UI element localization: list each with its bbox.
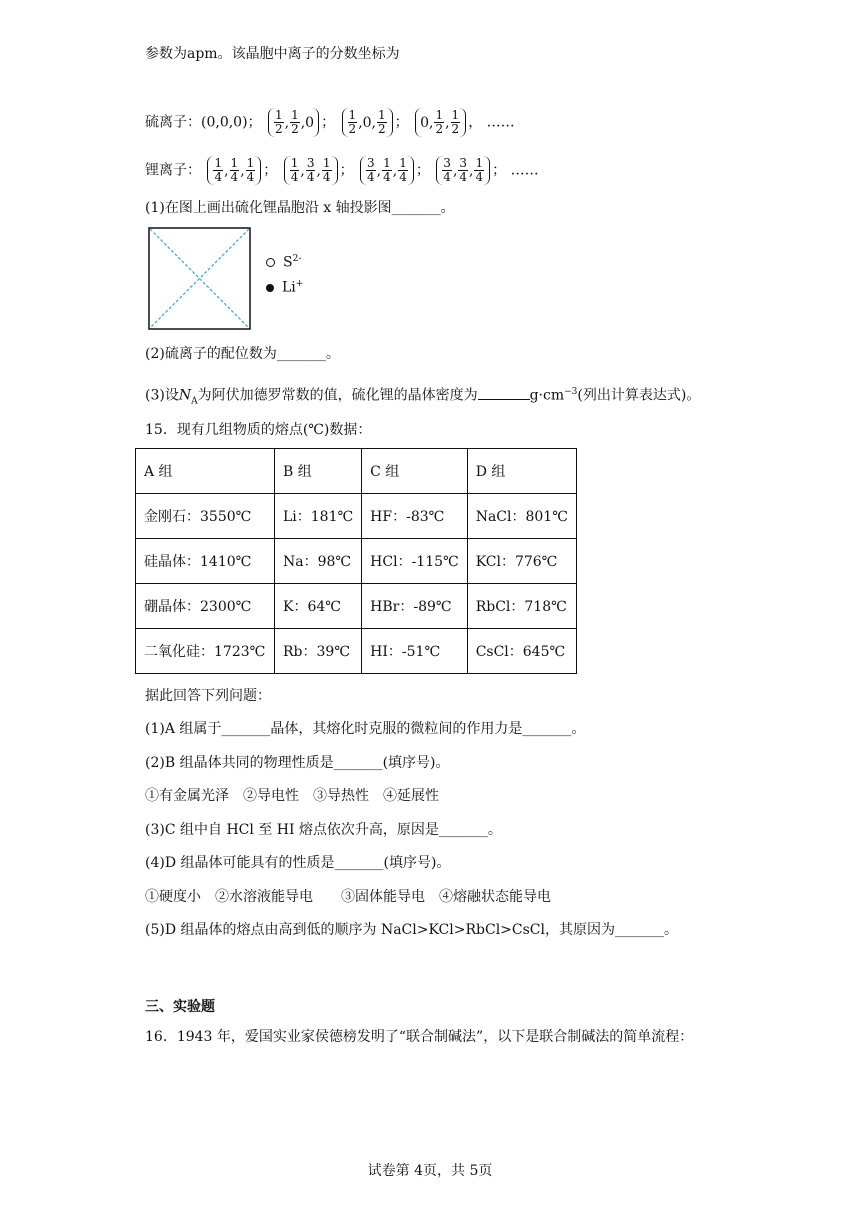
table-header: B 组 (275, 449, 362, 494)
table-cell: RbCl：718℃ (467, 584, 576, 629)
coord-s2: $\frac{1}{2}$ , $\frac{1}{2}$ ,0 (268, 108, 319, 137)
table-cell: Na：98℃ (275, 539, 362, 584)
coord-li2: $\frac{1}{4}$ , $\frac{3}{4}$ , $\frac{1}{4}$ (284, 156, 338, 185)
legend-sulfur: $S^{2-}$ (266, 254, 301, 271)
sulfur-coordinates: 硫离子：(0,0,0)； $\frac{1}{2}$ , $\frac{1}{2}$ ,0； $\frac{1}{2}$ ,0, $\frac{1}{2}$ ； 0, $\frac{1}{2}$ , $\frac{1}{2}$ ， …… (145, 108, 515, 136)
table-cell: 二氧化硅：1723℃ (136, 629, 275, 674)
table-cell: Li：181℃ (275, 494, 362, 539)
table-header: A 组 (136, 449, 275, 494)
table-cell: K：64℃ (275, 584, 362, 629)
table-header: C 组 (362, 449, 468, 494)
table-cell: NaCl：801℃ (467, 494, 576, 539)
table-row (136, 584, 577, 629)
lithium-label: 锂离子： (145, 162, 201, 179)
answer-prompt: 据此回答下列问题： (145, 688, 271, 704)
question-15: 15．现有几组物质的熔点(℃)数据： (145, 422, 372, 438)
table-cell: 金刚石：3550℃ (136, 494, 275, 539)
table-header-row (136, 449, 577, 494)
question-16: 16．1943 年，爱国实业家侯德榜发明了“联合制碱法”，以下是联合制碱法的简单流程： (145, 1029, 694, 1045)
sub-question-2-options: ①有金属光泽 ②导电性 ③导热性 ④延展性 (145, 788, 439, 804)
table-cell: 硼晶体：2300℃ (136, 584, 275, 629)
answer-blank[interactable] (478, 385, 530, 400)
coord-s3: $\frac{1}{2}$ ,0, $\frac{1}{2}$ (342, 108, 393, 137)
question-2: (2)硫离子的配位数为_______。 (145, 346, 340, 362)
table-cell: CsCl：645℃ (467, 629, 576, 674)
sub-question-1: (1)A 组属于_______晶体，其熔化时克服的微粒间的作用力是_______。 (145, 721, 586, 737)
coord-s4: 0, $\frac{1}{2}$ , $\frac{1}{2}$ (415, 108, 466, 137)
coord-li3: $\frac{3}{4}$ , $\frac{1}{4}$ , $\frac{1}{4}$ (360, 156, 414, 185)
sulfur-label: 硫离子：(0,0,0)； (145, 114, 262, 131)
question-3: (3)设$N_A$为阿伏加德罗常数的值，硫化锂的晶体密度为 $g\cdot cm^{-3}$(列出计算表达式)。 (145, 382, 700, 411)
table-cell: 硅晶体：1410℃ (136, 539, 275, 584)
ellipsis: …… (510, 162, 539, 179)
table-header: D 组 (467, 449, 576, 494)
filled-circle-icon (266, 284, 274, 292)
table-cell: HF：-83℃ (362, 494, 468, 539)
intro-line: 参数为apm。该晶胞中离子的分数坐标为 (145, 46, 400, 62)
melting-point-table (135, 448, 577, 674)
sub-question-2: (2)B 组晶体共同的物理性质是_______(填序号)。 (145, 755, 450, 771)
table-cell: Rb：39℃ (275, 629, 362, 674)
table-row (136, 539, 577, 584)
coord-li1: $\frac{1}{4}$ , $\frac{1}{4}$ , $\frac{1}{4}$ (207, 156, 261, 185)
sub-question-4: (4)D 组晶体可能具有的性质是_______(填序号)。 (145, 855, 451, 871)
sub-question-4-options: ①硬度小 ②水溶液能导电 ③固体能导电 ④熔融状态能导电 (145, 889, 551, 905)
sub-question-3: (3)C 组中自 HCl 至 HI 熔点依次升高，原因是_______。 (145, 822, 502, 838)
table-row (136, 494, 577, 539)
table-cell: HI：-51℃ (362, 629, 468, 674)
table-cell: KCl：776℃ (467, 539, 576, 584)
question-1: (1)在图上画出硫化锂晶胞沿 x 轴投影图_______。 (145, 200, 455, 216)
legend-lithium: Li+ (266, 279, 303, 296)
open-circle-icon (266, 258, 275, 267)
sub-question-5: (5)D 组晶体的熔点由高到低的顺序为 NaCl>KCl>RbCl>CsCl，其原因为_______。 (145, 922, 678, 938)
coord-li4: $\frac{3}{4}$ , $\frac{3}{4}$ , $\frac{1}{4}$ (436, 156, 490, 185)
table-cell: HCl：-115℃ (362, 539, 468, 584)
projection-diagram (148, 227, 251, 330)
ellipsis: …… (486, 114, 515, 131)
table-cell: HBr：-89℃ (362, 584, 468, 629)
table-row (136, 629, 577, 674)
page-footer: 试卷第 4页，共 5页 (367, 1163, 493, 1179)
lithium-coordinates: 锂离子： $\frac{1}{4}$ , $\frac{1}{4}$ , $\frac{1}{4}$ ； $\frac{1}{4}$ , $\frac{3}{4}$ , $\frac{1}{4}$ ； $\frac{3}{4}$ , $\frac{1}{4}$ , $\frac{1}{4}$ ； $\frac{3}{4}$ , $\frac{3}{4}$ , $\frac{1}{4}$ ； …… (145, 156, 539, 184)
section-heading: 三、实验题 (145, 999, 215, 1015)
